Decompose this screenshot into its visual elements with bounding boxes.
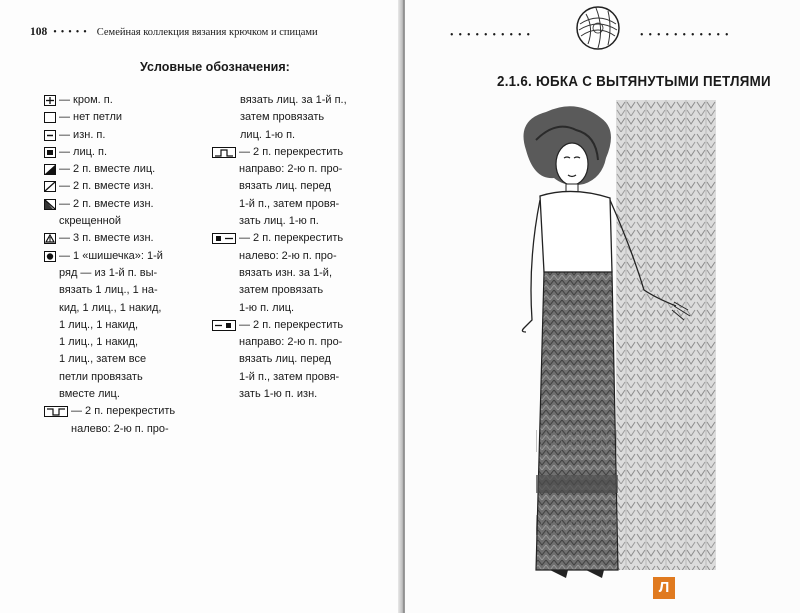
legend-text: — 3 п. вместе изн. [59,232,154,245]
legend-left-column [44,92,212,438]
legend-text: — нет петли [59,111,123,124]
skirt-model-illustration [506,100,746,600]
legend-text: — 2 п. вместе лиц. [59,163,156,176]
page-number: 108 [30,26,48,38]
header-dots: ••••• [53,26,91,38]
cross-left-knit-icon [44,406,68,417]
legend-entry [44,127,212,144]
cross-left-purl-icon [212,233,236,244]
legend-entry [44,109,212,126]
legend-entry [44,403,212,438]
p2tog-icon [44,181,56,192]
cross-right-knit-icon [212,147,236,158]
legend-entry [212,144,362,230]
legend-text: — лиц. п. [59,145,108,158]
legend-entry [212,230,362,316]
bobble-icon [44,251,56,262]
legend-entry [212,317,362,403]
header-dots-right: ••••••••••• [640,30,734,41]
legend-entry [44,196,212,231]
legend-text: — 2 п. перекрестить налево: 2-ю п. про- [71,405,176,435]
yarn-ball-icon [574,4,622,52]
legend-entry [44,178,212,195]
legend-entry [44,248,212,404]
no-stitch-icon [44,112,56,123]
legend-text: — 2 п. перекрестить направо: 2-ю п. про- вязать лиц. перед 1-й п., затем провя- зать 1-ю п. изн. [239,318,344,401]
header-dots-left: •••••••••• [450,30,536,41]
knit-icon [44,147,56,158]
p2tog-tbl-icon [44,199,56,210]
three-together-icon [44,233,56,244]
legend-text: — кром. п. [59,94,113,106]
legend-continuation: вязать лиц. за 1-й п., затем провязать лиц. 1-ю п. [240,94,347,141]
pattern-title: 2.1.6. ЮБКА С ВЫТЯНУТЫМИ ПЕТЛЯМИ [497,74,771,90]
purl-icon [44,130,56,141]
legend-title: Условные обозначения: [140,60,290,74]
edge-stitch-icon [44,95,56,106]
book-title: Семейная коллекция вязания крючком и спицами [96,26,318,38]
legend-text: — 2 п. перекрестить налево: 2-ю п. про- вязать изн. за 1-й, затем провязать 1-ю п. лиц. [239,232,344,314]
k2tog-icon [44,164,56,175]
legend-right-column [212,92,362,403]
legend-entry [44,92,212,109]
running-header-left [30,22,370,42]
legend-text: — изн. п. [59,128,106,141]
publisher-logo: Л [653,577,675,599]
legend-entry [44,144,212,161]
legend-text: — 2 п. перекрестить направо: 2-ю п. про- вязать лиц. перед 1-й п., затем провя- зать лиц. 1-ю п. [239,145,344,228]
legend-entry [44,230,212,247]
cross-right-purl-icon [212,320,236,331]
legend-text: — 2 п. вместе изн. скрещенной [59,197,154,228]
legend-text: — 2 п. вместе изн. [59,180,154,193]
legend-text: — 1 «шишечка»: 1-й ряд — из 1-й п. вы- вязать 1 лиц., 1 на- кид, 1 лиц., 1 накид, 1 лиц., 1 накид, 1 лиц., 1 накид, 1 лиц., затем все петли провязать вместе лиц. [59,249,163,401]
legend-entry [44,161,212,178]
